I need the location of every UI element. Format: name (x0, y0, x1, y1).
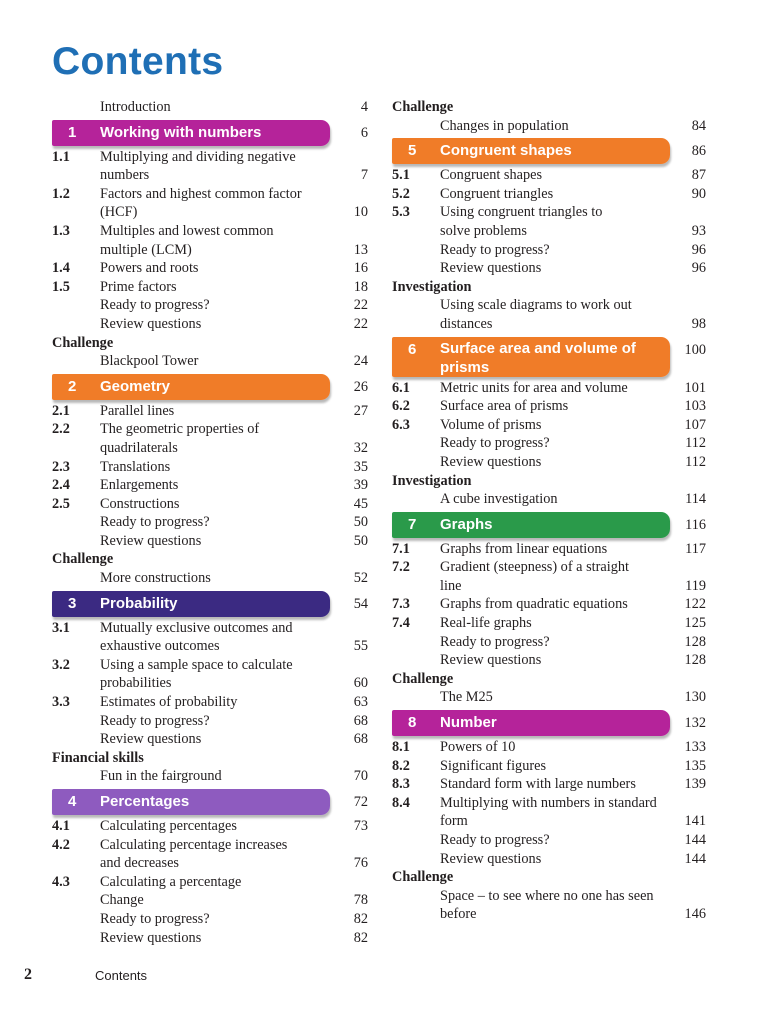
entry-number: 8.1 (392, 739, 410, 756)
chapter-heading (52, 591, 368, 617)
toc-entry (392, 794, 706, 813)
contents-column-right (392, 98, 706, 924)
entry-page: 130 (684, 689, 706, 706)
entry-number: 1.2 (52, 185, 70, 202)
toc-entry (52, 712, 368, 731)
toc-entry (52, 203, 368, 222)
entry-page: 24 (353, 353, 368, 370)
entry-page: 39 (353, 477, 368, 494)
entry-title: form (440, 813, 468, 830)
toc-entry (52, 929, 368, 948)
entry-title: Powers of 10 (440, 739, 516, 756)
entry-page: 16 (353, 260, 368, 277)
section-heading: Financial skills (52, 749, 144, 766)
section-heading: Investigation (392, 278, 472, 295)
toc-entry (392, 185, 706, 204)
entry-page: 10 (353, 204, 368, 221)
toc-entry (52, 674, 368, 693)
chapter-banner (52, 591, 330, 617)
entry-title: Metric units for area and volume (440, 379, 628, 396)
entry-page: 76 (353, 855, 368, 872)
entry-title: Mutually exclusive outcomes and (100, 619, 293, 636)
entry-title: before (440, 906, 477, 923)
chapter-heading (392, 138, 706, 164)
entry-title: Space – to see where no one has seen (440, 887, 654, 904)
toc-entry (392, 166, 706, 185)
chapter-banner (392, 512, 670, 538)
entry-title: Gradient (steepness) of a straight (440, 559, 629, 576)
entry-page: 90 (691, 185, 706, 202)
toc-entry (52, 458, 368, 477)
entry-number: 7.2 (392, 559, 410, 576)
entry-number: 2.2 (52, 421, 70, 438)
toc-entry (392, 905, 706, 924)
entry-title: Change (100, 892, 144, 909)
toc-entry (52, 166, 368, 185)
chapter-title: Graphs (440, 515, 493, 533)
toc-entry (52, 241, 368, 260)
toc-entry (52, 476, 368, 495)
toc-entry (392, 614, 706, 633)
entry-number: 3.2 (52, 656, 70, 673)
section-heading: Investigation (392, 472, 472, 489)
toc-entry (392, 117, 706, 136)
chapter-page: 116 (685, 516, 706, 533)
entry-title: Fun in the fairground (100, 768, 222, 785)
entry-page: 93 (691, 222, 706, 239)
entry-page: 60 (353, 675, 368, 692)
toc-entry (392, 259, 706, 278)
entry-page: 141 (684, 813, 706, 830)
entry-title: exhaustive outcomes (100, 638, 220, 655)
entry-number: 2.4 (52, 477, 70, 494)
chapter-title: Percentages (100, 793, 190, 810)
entry-number: 2.1 (52, 402, 70, 419)
entry-page: 78 (353, 892, 368, 909)
entry-page: 68 (353, 712, 368, 729)
entry-number: 1.3 (52, 222, 70, 239)
entry-page: 68 (353, 731, 368, 748)
toc-entry (52, 730, 368, 749)
toc-entry (392, 738, 706, 757)
chapter-number: 1 (68, 123, 77, 141)
toc-entry (52, 854, 368, 873)
entry-title: Significant figures (440, 757, 547, 774)
entry-title: Review questions (100, 315, 202, 332)
entry-page: 22 (353, 315, 368, 332)
chapter-number: 2 (68, 377, 77, 395)
entry-page: 63 (353, 694, 368, 711)
entry-page: 144 (684, 850, 706, 867)
entry-title: Estimates of probability (100, 694, 238, 711)
entry-number: 6.1 (392, 379, 410, 396)
entry-page: 101 (684, 379, 706, 396)
entry-page: 135 (684, 757, 706, 774)
chapter-banner (52, 789, 330, 815)
entry-page: 87 (691, 167, 706, 184)
entry-title: Introduction (100, 99, 171, 115)
toc-entry (52, 148, 368, 167)
toc-entry (52, 891, 368, 910)
toc-entry (392, 558, 706, 577)
entry-page: 96 (691, 241, 706, 258)
toc-entry (392, 416, 706, 435)
chapter-heading (52, 374, 368, 400)
entry-title: Review questions (440, 260, 542, 277)
entry-title: Ready to progress? (100, 712, 210, 729)
toc-entry (52, 495, 368, 514)
entry-page: 112 (685, 453, 706, 470)
toc-entry (52, 439, 368, 458)
entry-title: Review questions (100, 929, 202, 946)
toc-entry (392, 315, 706, 334)
chapter-page: 72 (353, 794, 368, 810)
section-heading: Challenge (52, 551, 114, 568)
toc-entry (392, 688, 706, 707)
entry-title: Surface area of prisms (440, 398, 569, 415)
toc-entry (52, 259, 368, 278)
entry-title: Ready to progress? (440, 241, 550, 258)
toc-entry (52, 637, 368, 656)
entry-number: 8.3 (392, 776, 410, 793)
toc-entry (52, 656, 368, 675)
entry-title: Review questions (440, 453, 542, 470)
toc-entry (52, 693, 368, 712)
chapter-title: Congruent shapes (440, 142, 572, 160)
chapter-page: 100 (684, 341, 706, 358)
toc-entry (52, 315, 368, 334)
chapter-heading (392, 710, 706, 736)
entry-title: distances (440, 315, 493, 332)
entry-page: 35 (353, 458, 368, 475)
chapter-number: 5 (408, 142, 417, 160)
toc-entry (392, 453, 706, 472)
toc-entry (52, 513, 368, 532)
entry-page: 22 (353, 297, 368, 314)
entry-number: 4.3 (52, 873, 70, 890)
chapter-title: Geometry (100, 377, 171, 395)
section-heading: Challenge (392, 670, 454, 687)
entry-title: Calculating percentage increases (100, 836, 288, 853)
entry-title: Ready to progress? (440, 633, 550, 650)
entry-page: 128 (684, 633, 706, 650)
entry-page: 128 (684, 652, 706, 669)
toc-entry (392, 887, 706, 906)
entry-page: 27 (353, 402, 368, 419)
chapter-heading (52, 120, 368, 146)
entry-title: Volume of prisms (440, 416, 542, 433)
chapter-heading (392, 512, 706, 538)
entry-page: 13 (353, 241, 368, 258)
entry-page: 125 (684, 615, 706, 632)
section-heading: Challenge (52, 334, 114, 351)
entry-title: Multiplying with numbers in standard (440, 794, 657, 811)
entry-page: 107 (684, 416, 706, 433)
toc-entry (52, 910, 368, 929)
entry-title: Parallel lines (100, 402, 175, 419)
entry-title: Using congruent triangles to (440, 204, 603, 221)
toc-entry (52, 836, 368, 855)
entry-page: 96 (691, 260, 706, 277)
entry-page: 112 (685, 435, 706, 452)
toc-entry (392, 490, 706, 509)
chapter-page: 132 (684, 715, 706, 732)
toc-entry (392, 241, 706, 260)
entry-number: 1.5 (52, 278, 70, 295)
entry-number: 5.3 (392, 204, 410, 221)
entry-number: 6.2 (392, 398, 410, 415)
entry-title: The geometric properties of (100, 421, 260, 438)
entry-title: A cube investigation (440, 491, 558, 508)
entry-number: 4.1 (52, 818, 70, 834)
entry-title: Calculating a percentage (100, 873, 242, 890)
toc-entry (392, 651, 706, 670)
entry-title: multiple (LCM) (100, 241, 192, 258)
entry-title: Graphs from quadratic equations (440, 596, 628, 613)
entry-title: Graphs from linear equations (440, 540, 608, 557)
entry-page: 122 (684, 596, 706, 613)
toc-entry (52, 278, 368, 297)
toc-entry (52, 873, 368, 892)
entry-number: 5.1 (392, 167, 410, 184)
chapter-page: 26 (353, 378, 368, 395)
chapter-banner (52, 120, 330, 146)
entry-page: 73 (353, 818, 368, 834)
toc-entry (52, 222, 368, 241)
entry-page: 114 (685, 491, 706, 508)
entry-title: Review questions (440, 652, 542, 669)
toc-entry (52, 532, 368, 551)
entry-page: 82 (353, 929, 368, 946)
entry-title: Multiples and lowest common (100, 222, 274, 239)
entry-title: Ready to progress? (100, 910, 210, 927)
entry-page: 119 (685, 577, 706, 594)
toc-entry (52, 619, 368, 638)
chapter-title: Surface area and volume of prisms (440, 339, 636, 376)
chapter-number: 7 (408, 515, 417, 533)
toc-entry (392, 633, 706, 652)
chapter-title: Probability (100, 594, 178, 612)
entry-title: Review questions (100, 532, 202, 549)
entry-title: Blackpool Tower (100, 353, 199, 370)
chapter-number: 3 (68, 594, 77, 612)
entry-page: 50 (353, 514, 368, 531)
section-heading: Challenge (392, 99, 454, 115)
entry-number: 5.2 (392, 185, 410, 202)
chapter-banner (392, 337, 670, 377)
entry-page: 82 (353, 910, 368, 927)
contents-column-left (52, 98, 368, 947)
entry-number: 3.3 (52, 694, 70, 711)
entry-title: Changes in population (440, 117, 569, 134)
entry-page: 103 (684, 398, 706, 415)
chapter-title: Working with numbers (100, 123, 262, 141)
chapter-number: 4 (68, 793, 77, 810)
entry-title: line (440, 577, 462, 594)
entry-page: 84 (691, 117, 706, 134)
entry-number: 3.1 (52, 619, 70, 636)
toc-entry (52, 98, 368, 117)
entry-title: Powers and roots (100, 260, 199, 277)
entry-title: Standard form with large numbers (440, 776, 636, 793)
toc-entry (392, 540, 706, 559)
entry-number: 4.2 (52, 836, 70, 853)
entry-page: 146 (684, 906, 706, 923)
entry-title: Prime factors (100, 278, 177, 295)
page-title: Contents (52, 40, 224, 83)
entry-title: Ready to progress? (440, 832, 550, 848)
toc-entry (52, 352, 368, 371)
entry-number: 2.3 (52, 458, 70, 475)
entry-title: Ready to progress? (100, 297, 210, 314)
toc-entry (52, 569, 368, 588)
toc-entry (392, 379, 706, 398)
toc-entry (52, 402, 368, 421)
entry-page: 98 (691, 315, 706, 332)
running-footer: Contents (95, 968, 148, 983)
chapter-page: 6 (360, 124, 368, 141)
toc-entry (392, 296, 706, 315)
chapter-title: Number (440, 714, 497, 732)
entry-number: 6.3 (392, 416, 410, 433)
entry-number: 7.4 (392, 615, 410, 632)
toc-entry (392, 397, 706, 416)
toc-entry (392, 434, 706, 453)
entry-title: Using a sample space to calculate (100, 656, 293, 673)
entry-page: 32 (353, 439, 368, 456)
toc-entry (52, 767, 368, 786)
page-number: 2 (24, 966, 32, 983)
entry-title: Translations (100, 458, 171, 475)
entry-title: More constructions (100, 570, 211, 587)
chapter-banner (52, 374, 330, 400)
entry-title: Ready to progress? (100, 514, 210, 531)
entry-page: 133 (684, 739, 706, 756)
toc-entry (392, 222, 706, 241)
toc-entry (52, 296, 368, 315)
toc-entry (52, 185, 368, 204)
entry-page: 139 (684, 776, 706, 793)
section-heading: Challenge (392, 869, 454, 886)
entry-title: The M25 (440, 689, 493, 706)
chapter-heading (392, 337, 706, 377)
entry-page: 7 (360, 167, 368, 184)
entry-title: Calculating percentages (100, 818, 237, 834)
toc-entry (392, 203, 706, 222)
entry-page: 117 (685, 540, 706, 557)
chapter-page: 54 (353, 595, 368, 612)
entry-page: 52 (353, 570, 368, 587)
entry-title: Congruent triangles (440, 185, 554, 202)
entry-title: Factors and highest common factor (100, 185, 302, 202)
entry-title: (HCF) (100, 204, 138, 221)
entry-number: 1.4 (52, 260, 70, 277)
entry-page: 50 (353, 532, 368, 549)
entry-title: Enlargements (100, 477, 179, 494)
chapter-number: 8 (408, 714, 417, 732)
entry-title: Ready to progress? (440, 435, 550, 452)
toc-entry (392, 850, 706, 869)
entry-number: 8.4 (392, 794, 410, 811)
chapter-page: 86 (691, 143, 706, 160)
toc-entry (392, 757, 706, 776)
entry-page: 55 (353, 638, 368, 655)
entry-title: numbers (100, 167, 150, 184)
toc-entry (392, 831, 706, 850)
entry-number: 8.2 (392, 757, 410, 774)
entry-number: 7.1 (392, 540, 410, 557)
entry-page: 45 (353, 495, 368, 512)
toc-entry (52, 817, 368, 836)
entry-title: Real-life graphs (440, 615, 532, 632)
toc-entry (392, 775, 706, 794)
entry-number: 7.3 (392, 596, 410, 613)
entry-page: 18 (353, 278, 368, 295)
entry-title: Using scale diagrams to work out (440, 297, 632, 314)
chapter-banner (392, 710, 670, 736)
entry-title: Multiplying and dividing negative (100, 148, 296, 165)
entry-number: 1.1 (52, 148, 70, 165)
entry-title: Congruent shapes (440, 167, 543, 184)
entry-title: and decreases (100, 855, 179, 872)
entry-page: 144 (684, 832, 706, 848)
toc-entry (392, 595, 706, 614)
toc-entry (392, 577, 706, 596)
entry-page: 4 (360, 99, 368, 115)
entry-title: Review questions (440, 850, 542, 867)
entry-title: Review questions (100, 731, 202, 748)
toc-entry (52, 420, 368, 439)
toc-entry (392, 812, 706, 831)
entry-title: probabilities (100, 675, 172, 692)
entry-title: solve problems (440, 222, 527, 239)
entry-title: Constructions (100, 495, 180, 512)
entry-title: quadrilaterals (100, 439, 178, 456)
entry-number: 2.5 (52, 495, 70, 512)
chapter-number: 6 (408, 340, 417, 358)
entry-page: 70 (353, 768, 368, 785)
chapter-heading (52, 789, 368, 815)
chapter-banner (392, 138, 670, 164)
